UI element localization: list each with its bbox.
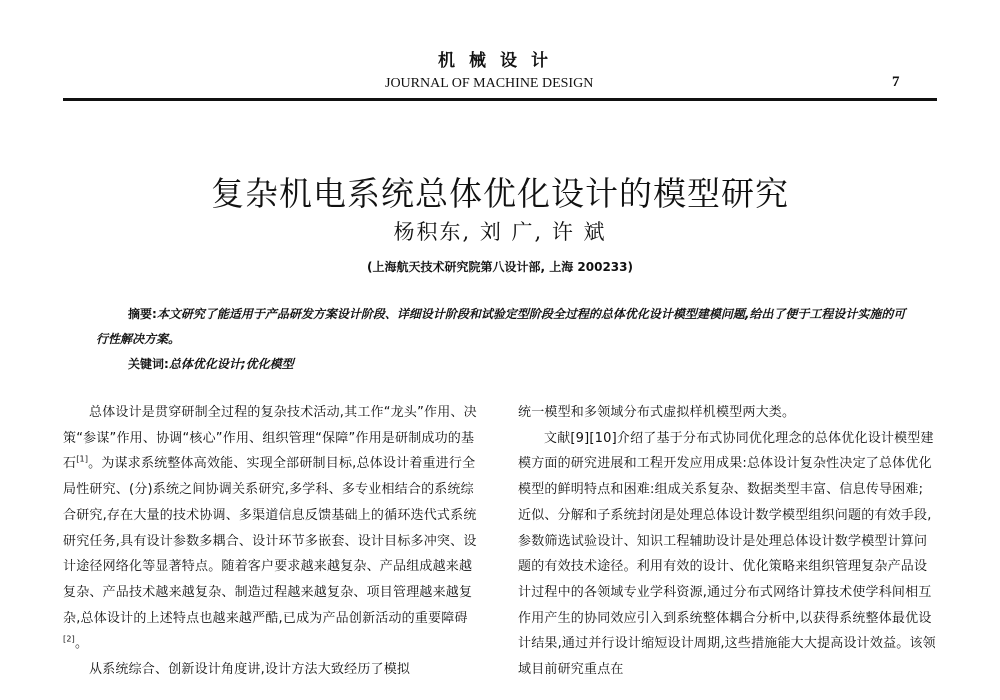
- keywords-label: 关键词:: [128, 357, 169, 371]
- body-column-right: [518, 400, 936, 683]
- abstract-block: [96, 302, 908, 377]
- authors: 杨积东, 刘 广, 许 斌: [393, 220, 607, 244]
- keywords: [96, 352, 908, 377]
- body-paragraph: [63, 400, 481, 657]
- keywords-text: 总体优化设计;优化模型: [168, 357, 294, 371]
- page-number: 7: [892, 74, 900, 90]
- citation-ref: [2]: [63, 635, 75, 644]
- paragraph-text: 。: [74, 636, 89, 652]
- abstract: [96, 302, 908, 352]
- paper-title: 复杂机电系统总体优化设计的模型研究: [211, 174, 789, 214]
- citation-ref: [1]: [76, 455, 89, 465]
- journal-title-chinese: 机械设计: [438, 51, 562, 71]
- body-paragraph: 统一模型和多领域分布式虚拟样机模型两大类。: [518, 405, 796, 420]
- journal-title-english: JOURNAL OF MACHINE DESIGN: [385, 76, 594, 91]
- affiliation: (上海航天技术研究院第八设计部, 上海 200233): [367, 260, 633, 274]
- abstract-text: 本文研究了能适用于产品研发方案设计阶段、详细设计阶段和试验定型阶段全过程的总体优化设计模型建模问题,给出了便于工程设计实施的可行性解决方案。: [96, 307, 906, 346]
- body-column-left: [63, 400, 481, 683]
- header-rule: [63, 98, 937, 101]
- paragraph-text: 。为谋求系统整体高效能、实现全部研制目标,总体设计着重进行全局性研究、(分)系统之间协调关系研究,多学科、多专业相结合的系统综合研究,存在大量的技术协调、多渠道信息反馈基础上的循环迭代式系统研究任务,具有设计参数多耦合、设计环节多嵌套、设计目标多冲突、设计途径网络化等显著特点。随着客户要求越来越复杂、产品组成越来越复杂、产品技术越来越复杂、制造过程越来越复杂、项目管理越来越复杂,总体设计的上述特点也越来越严酷,已成为产品创新活动的重要障碍: [63, 456, 477, 626]
- paragraph-text: 总体设计是贯穿研制全过程的复杂技术活动,其工作“龙头”作用、决策“参谋”作用、协调“核心”作用、组织管理“保障”作用是研制成功的基石: [63, 405, 477, 472]
- abstract-label: 摘要:: [128, 307, 157, 321]
- body-paragraph: 文献[9][10]介绍了基于分布式协同优化理念的总体优化设计模型建模方面的研究进展和工程开发应用成果:总体设计复杂性决定了总体优化模型的鲜明特点和困难:组成关系复杂、数据类型丰富、信息传导困难;近似、分解和子系统封闭是处理总体设计数学模型组织问题的有效手段,参数筛选试验设计、知识工程辅助设计是处理总体设计数学模型计算问题的有效技术途径。利用有效的设计、优化策略来组织管理复杂产品设计过程中的各领域专业学科资源,通过分布式网络计算技术使学科间相互作用产生的协同效应引入到系统整体耦合分析中,以获得系统整体最优设计结果,通过并行设计缩短设计周期,这些措施能大大提高设计效益。该领域目前研究重点在: [518, 430, 936, 678]
- body-paragraph: 从系统综合、创新设计角度讲,设计方法大致经历了模拟: [89, 662, 411, 678]
